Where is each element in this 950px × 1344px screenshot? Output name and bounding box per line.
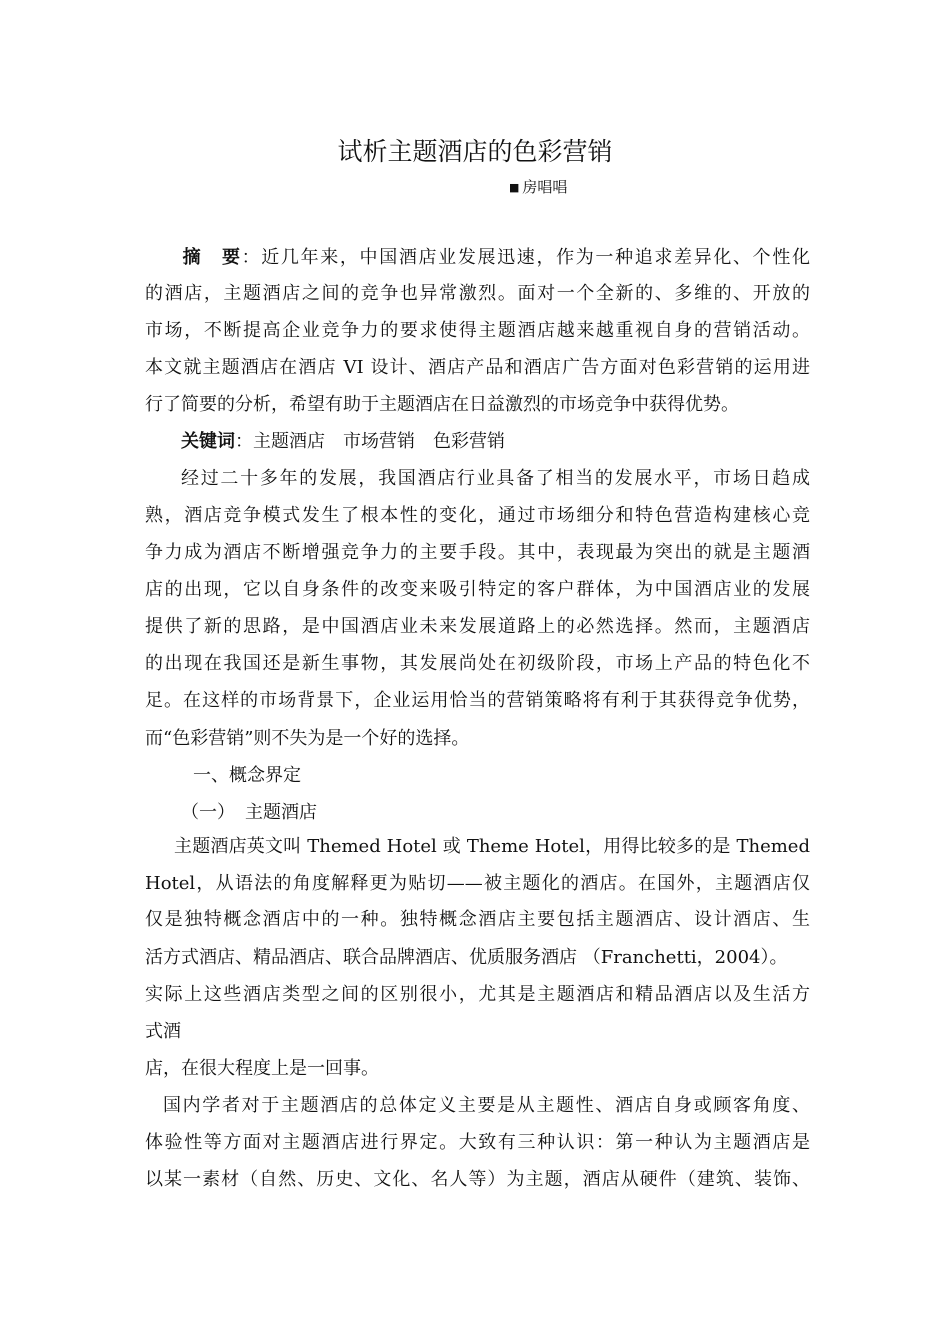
keyword: 市场营销 [343,431,415,452]
abstract-label: 摘 要 [181,247,242,268]
para1-line: 式酒 [145,1021,181,1042]
abstract-line: 摘 要：近几年来，中国酒店业发展迅速，作为一种追求差异化、个性化 [181,247,810,268]
para1-line: Hotel，从语法的角度解释更为贴切——被主题化的酒店。在国外，主题酒店仅 [145,873,810,894]
intro-line: 经过二十多年的发展，我国酒店行业具备了相当的发展水平，市场日趋成 [181,468,810,489]
intro-line: 店的出现，它以自身条件的改变来吸引特定的客户群体，为中国酒店业的发展 [145,579,810,600]
abstract-line: 市场，不断提高企业竞争力的要求使得主题酒店越来越重视自身的营销活动。 [145,320,810,341]
intro-line: 的出现在我国还是新生事物，其发展尚处在初级阶段，市场上产品的特色化不 [145,653,810,674]
keywords-line: 关键词：主题酒店 市场营销 色彩营销 [181,431,505,452]
abstract-line: 的酒店，主题酒店之间的竞争也异常激烈。面对一个全新的、多维的、开放的 [145,283,810,304]
intro-line: 提供了新的思路，是中国酒店业未来发展道路上的必然选择。然而，主题酒店 [145,616,810,637]
keyword: 色彩营销 [433,431,505,452]
keywords-label: 关键词 [181,431,235,452]
para2-line: 体验性等方面对主题酒店进行界定。大致有三种认识：第一种认为主题酒店是 [145,1132,810,1153]
keyword: 主题酒店 [253,431,325,452]
para2-line: 国内学者对于主题酒店的总体定义主要是从主题性、酒店自身或顾客角度、 [163,1095,810,1116]
subsection-number: （一） [181,802,235,823]
abstract-line: 本文就主题酒店在酒店 VI 设计、酒店产品和酒店广告方面对色彩营销的运用进 [145,357,810,378]
para1-line: 实际上这些酒店类型之间的区别很小，尤其是主题酒店和精品酒店以及生活方 [145,984,810,1005]
para1-line: 活方式酒店、精品酒店、联合品牌酒店、优质服务酒店 （Franchetti，2004）。 [145,947,788,968]
para1-line: 店，在很大程度上是一回事。 [145,1058,379,1079]
abstract-line: 行了简要的分析，希望有助于主题酒店在日益激烈的市场竞争中获得优势。 [145,394,739,415]
para2-line: 以某一素材（自然、历史、文化、名人等）为主题，酒店从硬件（建筑、装饰、 [145,1169,810,1190]
intro-line: 争力成为酒店不断增强竞争力的主要手段。其中，表现最为突出的就是主题酒 [145,542,810,563]
intro-line: 而“色彩营销”则不失为是一个好的选择。 [145,728,470,749]
author-line [509,177,567,198]
para1-line: 仅是独特概念酒店中的一种。独特概念酒店主要包括主题酒店、设计酒店、生 [145,909,810,930]
section-heading: 一、概念界定 [193,765,301,786]
author-name: 房唱唱 [522,178,568,196]
intro-line: 足。在这样的市场背景下，企业运用恰当的营销策略将有利于其获得竞争优势， [145,690,810,711]
document-title: 试析主题酒店的色彩营销 [337,137,613,166]
subsection-title: 主题酒店 [245,802,317,823]
square-bullet-icon: ■ [509,181,520,194]
subsection-heading [181,795,846,831]
intro-line: 熟，酒店竞争模式发生了根本性的变化，通过市场细分和特色营造构建核心竞 [145,505,810,526]
para1-line: 主题酒店英文叫 Themed Hotel 或 Theme Hotel，用得比较多的是 Themed [174,836,810,857]
